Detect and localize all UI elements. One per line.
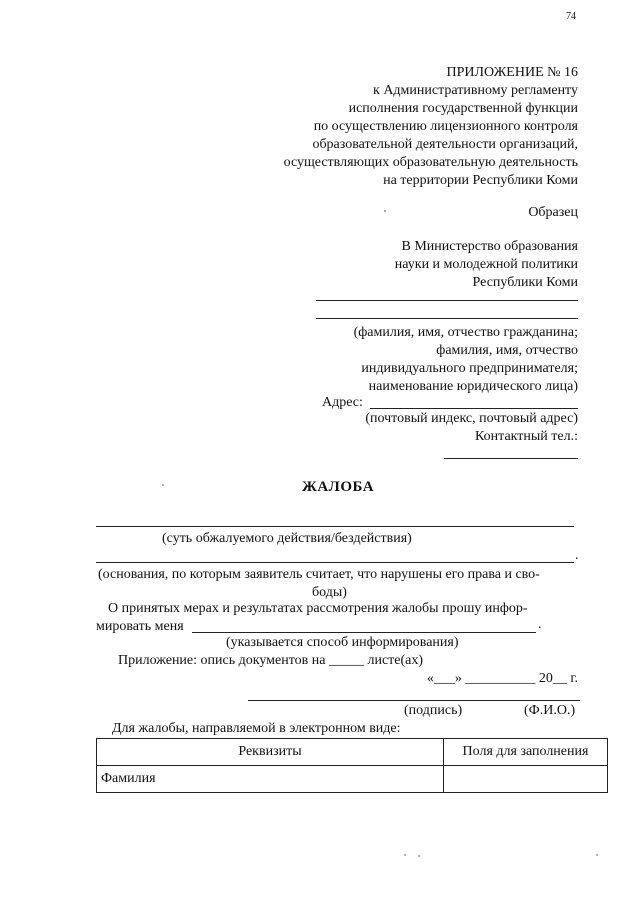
fio-label: (Ф.И.О.) (524, 703, 576, 718)
appendix-title: ПРИЛОЖЕНИЕ № 16 (446, 65, 578, 80)
inform-hint: (указывается способ информирования) (226, 635, 459, 650)
basis-hint: боды) (312, 585, 347, 600)
phone-label: Контактный тел.: (475, 429, 578, 444)
inform-text: мировать меня (96, 619, 184, 634)
addressee-line: науки и молодежной политики (394, 257, 578, 272)
addressee-line: В Министерство образования (401, 239, 578, 254)
essence-line (96, 526, 574, 527)
table-header: Реквизиты (97, 739, 444, 766)
basis-hint: (основания, по которым заявитель считает, что нарушены его права и сво- (98, 567, 540, 582)
applicant-name-line (316, 318, 578, 319)
inform-text: О принятых мерах и результатах рассмотрения жалобы прошу инфор- (108, 601, 528, 616)
date-line: «___» __________ 20__ г. (426, 671, 578, 686)
address-hint: (почтовый индекс, почтовый адрес) (365, 411, 578, 426)
appendix-line: по осуществлению лицензионного контроля (313, 119, 578, 134)
inform-end: . (538, 617, 542, 632)
appendix-line: на территории Республики Коми (383, 173, 578, 188)
table-header-row (97, 739, 608, 766)
scan-speck (404, 854, 406, 856)
sample-label: Образец (528, 205, 578, 220)
table-cell: Фамилия (97, 766, 444, 793)
requisites-table (96, 738, 608, 793)
appendix-line: к Административному регламенту (373, 83, 578, 98)
basis-line (96, 562, 574, 563)
page-number: 74 (566, 11, 576, 22)
electronic-note: Для жалобы, направляемой в электронном виде: (112, 721, 401, 736)
scan-speck (384, 210, 386, 212)
scan-speck (418, 855, 420, 857)
attachment-line: Приложение: опись документов на _____ листе(ах) (118, 653, 424, 668)
phone-line (444, 458, 578, 459)
address-line (370, 408, 578, 409)
scan-speck (162, 484, 164, 486)
appendix-line: образовательной деятельности организаций, (312, 137, 578, 152)
inform-method-line (192, 632, 536, 633)
applicant-hint: (фамилия, имя, отчество гражданина; (353, 325, 578, 340)
addressee-line: Республики Коми (472, 275, 578, 290)
signature-label: (подпись) (404, 703, 463, 718)
essence-hint: (суть обжалуемого действия/бездействия) (162, 531, 412, 546)
appendix-line: осуществляющих образовательную деятельность (283, 155, 578, 170)
table-row (97, 766, 608, 793)
table-cell-input[interactable] (444, 766, 608, 793)
scan-speck (596, 854, 598, 856)
signature-line (248, 700, 580, 701)
applicant-hint: индивидуального предпринимателя; (361, 361, 578, 376)
applicant-name-line (316, 300, 578, 301)
applicant-hint: фамилия, имя, отчество (436, 343, 578, 358)
complaint-title: ЖАЛОБА (302, 479, 375, 495)
table-header: Поля для заполнения (444, 739, 608, 766)
applicant-hint: наименование юридического лица) (368, 379, 578, 394)
address-label: Адрес: (322, 395, 363, 410)
basis-line-end: . (575, 548, 579, 563)
appendix-line: исполнения государственной функции (348, 101, 578, 116)
